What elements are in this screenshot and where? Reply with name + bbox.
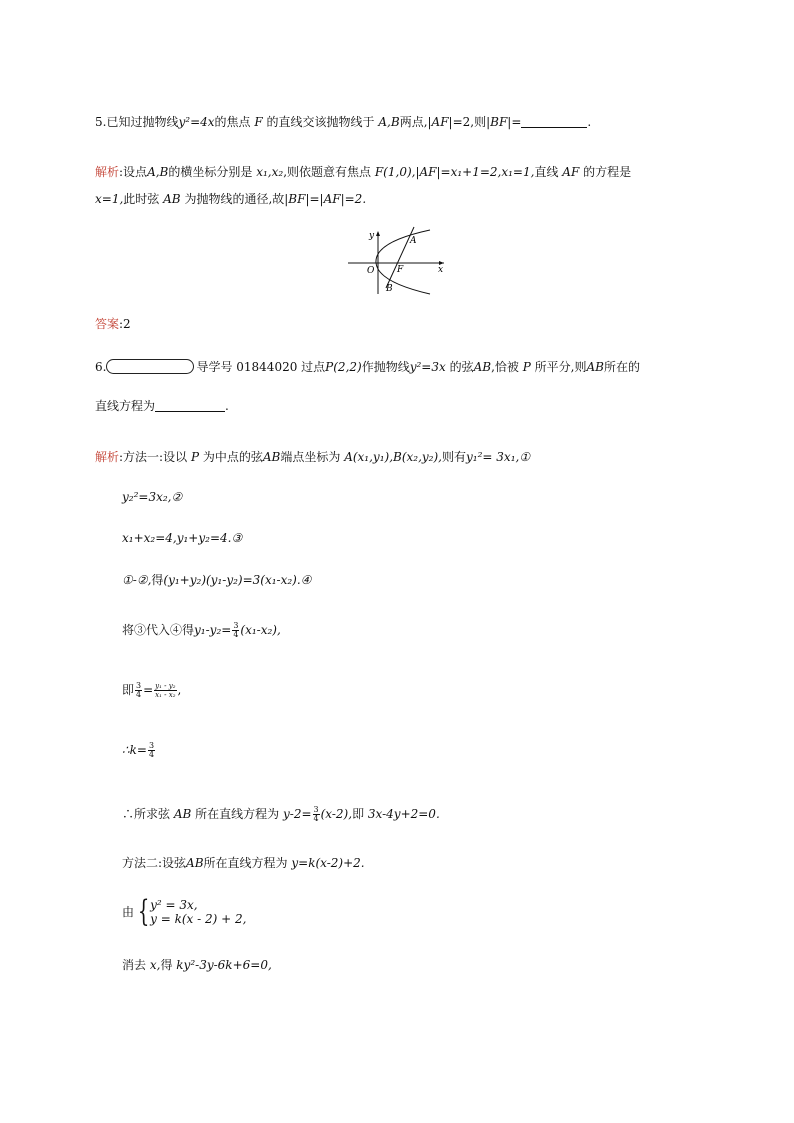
equation-system: 由 { y² = 3x, y = k(x - 2) + 2, (122, 894, 247, 929)
fraction-3-4: $\frac{3}{4}$ (136, 681, 142, 699)
parabola-curve (376, 230, 430, 294)
label-b: B (386, 284, 393, 294)
question-6-line-1: 6. 导学号 01844020 过点P(2,2)作抛物线y²=3x 的弦AB,恰被 P 所平分,则AB所在的 (95, 360, 640, 374)
slope-result: ∴k= $\frac{3}{4}$ (122, 741, 155, 759)
fraction-3-4: $\frac{3}{4}$ (313, 805, 319, 823)
method-2-line: 方法二:设弦AB所在直线方程为 y=k(x-2)+2. (122, 856, 365, 870)
solution-5-line-1: 解析:设点A,B的横坐标分别是 x₁,x₂,则依题意有焦点 F(1,0),|AF|=x₁+1=2,x₁=1,直线 AF 的方程是 (95, 165, 632, 179)
question-6-line-2: 直线方程为 . (95, 399, 229, 413)
label-y: y (369, 231, 375, 241)
solution-label: 解析 (95, 450, 120, 464)
parabola-graph (340, 224, 452, 296)
line-equation-result: ∴所求弦 AB 所在直线方程为 y-2= $\frac{3}{4}$ (x-2),即 3x-4y+2=0. (122, 805, 440, 823)
answer-5 (95, 316, 131, 332)
equation-3: x₁+x₂=4,y₁+y₂=4.③ (122, 531, 243, 545)
fraction-3-4: $\frac{3}{4}$ (233, 621, 239, 639)
label-a: A (410, 236, 417, 246)
y-axis-arrow (376, 231, 380, 236)
guide-badge (106, 359, 194, 374)
solution-6-line-1: 解析:方法一:设以 P 为中点的弦AB端点坐标为 A(x₁,y₁),B(x₂,y₂),则有y₁²= 3x₁,① (95, 450, 531, 464)
label-o: O (367, 266, 375, 276)
solution-label: 解析 (95, 165, 120, 179)
substitution-line: 将③代入④得y₁-y₂= $\frac{3}{4}$ (x₁-x₂), (122, 621, 281, 639)
elimination-line: 消去 x,得 ky²-3y-6k+6=0, (122, 958, 272, 972)
solution-5-line-2: x=1,此时弦 AB 为抛物线的通径,故|BF|=|AF|=2. (95, 192, 367, 206)
answer-blank (155, 399, 225, 412)
answer-blank (521, 115, 587, 128)
left-brace: { (137, 894, 150, 929)
answer-value: :2 (119, 317, 131, 331)
fraction-3-4: $\frac{3}{4}$ (148, 741, 155, 759)
question-number: 5 (95, 115, 103, 129)
slope-equation: 即 $\frac{3}{4}$ = $\frac{\text{y₁ - y₂}}{\text{x₁ - x₂}}$ , (122, 681, 182, 699)
fraction-slope: $\frac{\text{y₁ - y₂}}{\text{x₁ - x₂}}$ (155, 682, 176, 699)
label-x: x (438, 265, 444, 275)
equation-4: ①-②,得(y₁+y₂)(y₁-y₂)=3(x₁-x₂).④ (122, 573, 312, 587)
label-f: F (397, 265, 404, 275)
equation-2: y₂²=3x₂,② (122, 490, 183, 504)
answer-label: 答案 (95, 317, 120, 331)
question-5: 5.已知过抛物线y²=4x的焦点 F 的直线交该抛物线于 A,B两点,|AF|=2,则|BF|= . (95, 115, 592, 129)
question-number: 6. (95, 360, 107, 374)
